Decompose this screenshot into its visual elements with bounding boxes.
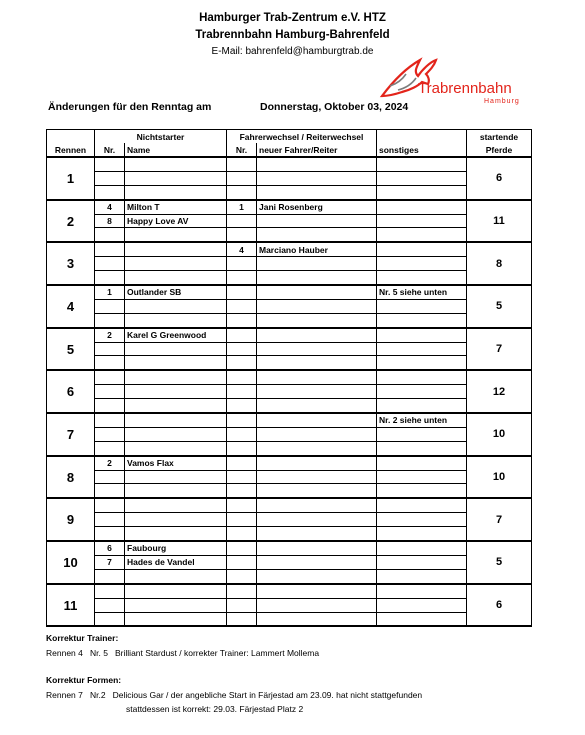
table-row [47,584,532,598]
startende-header: startende [467,130,532,144]
name-cell [125,569,227,583]
nr2-cell [227,171,257,185]
name-cell [125,612,227,626]
sonstiges-cell [377,484,467,498]
name-cell: Happy Love AV [125,214,227,228]
nr2-header: Nr. [227,143,257,157]
nr2-cell [227,271,257,285]
email-line: E-Mail: bahrenfeld@hamburgtrab.de [211,46,374,57]
fahrer-cell [257,157,377,171]
nr2-cell [227,470,257,484]
pferde-cell: 6 [467,584,532,627]
name-cell: Vamos Flax [125,456,227,470]
sonstiges-header: sonstiges [377,143,467,157]
fahrer-cell [257,228,377,242]
nr-cell [95,385,125,399]
sonstiges-cell [377,399,467,413]
name-cell [125,370,227,384]
pferde-cell: 8 [467,242,532,285]
fahrer-cell [257,370,377,384]
nr2-cell [227,441,257,455]
rennen-cell: 10 [47,541,95,584]
sonstiges-cell [377,214,467,228]
fahrer-cell [257,569,377,583]
pferde-cell: 12 [467,370,532,413]
sonstiges-cell [377,527,467,541]
fahrer-cell [257,527,377,541]
nr2-cell [227,342,257,356]
name-cell: Karel G Greenwood [125,328,227,342]
sonstiges-cell [377,513,467,527]
nr-cell [95,242,125,256]
rennen-header-top [47,130,95,144]
nr-cell [95,498,125,512]
fahrer-cell [257,470,377,484]
sonstiges-cell [377,299,467,313]
nr-cell [95,413,125,427]
table-row [47,612,532,626]
logo-city: Hamburg [484,98,520,105]
nr-cell [95,257,125,271]
nr-cell [95,271,125,285]
table-row [47,399,532,413]
sonstiges-cell [377,584,467,598]
sonstiges-cell [377,612,467,626]
changes-table [46,129,532,627]
table-row [47,427,532,441]
rennen-cell: 1 [47,157,95,200]
nr-cell [95,527,125,541]
subtitle-label: Änderungen für den Renntag am [48,101,212,113]
logo-name: Trabrennbahn [418,80,512,97]
table-row [47,214,532,228]
table-row [47,456,532,470]
name-cell [125,185,227,199]
table-row [47,385,532,399]
subtitle-date: Donnerstag, Oktober 03, 2024 [260,101,409,113]
rennen-cell: 4 [47,285,95,328]
sonstiges-cell: Nr. 2 siehe unten [377,413,467,427]
table-row [47,185,532,199]
name-cell [125,413,227,427]
fahrer-cell [257,285,377,299]
nr-cell [95,157,125,171]
fahrer-cell [257,584,377,598]
fahrer-cell [257,498,377,512]
fahrer-cell [257,441,377,455]
nr-cell [95,356,125,370]
fahrer-cell [257,299,377,313]
fahrer-cell [257,413,377,427]
sonstiges-cell [377,271,467,285]
name-cell [125,385,227,399]
sonstiges-cell [377,185,467,199]
name-cell [125,513,227,527]
name-cell [125,157,227,171]
sonstiges-cell [377,257,467,271]
nr-cell: 2 [95,456,125,470]
nr-cell [95,612,125,626]
nr2-cell [227,513,257,527]
table-row [47,598,532,612]
nr2-cell [227,285,257,299]
nr2-cell [227,399,257,413]
table-row [47,242,532,256]
table-row [47,498,532,512]
sonstiges-cell [377,470,467,484]
sonstiges-cell [377,555,467,569]
name-cell [125,584,227,598]
name-cell [125,342,227,356]
pferde-cell: 11 [467,200,532,243]
sonstiges-cell [377,569,467,583]
fahrer-cell [257,356,377,370]
nr-cell [95,441,125,455]
table-row [47,555,532,569]
nr2-cell [227,257,257,271]
fahrer-cell [257,427,377,441]
name-cell: Hades de Vandel [125,555,227,569]
name-cell [125,228,227,242]
fahrer-cell [257,385,377,399]
fahrer-cell [257,541,377,555]
name-cell [125,527,227,541]
nr2-cell [227,157,257,171]
nr2-cell [227,370,257,384]
rennen-header: Rennen [47,143,95,157]
sonstiges-cell [377,342,467,356]
nr2-cell [227,228,257,242]
nr2-cell [227,427,257,441]
nr-cell [95,399,125,413]
name-cell [125,356,227,370]
name-cell [125,257,227,271]
sonstiges-cell [377,441,467,455]
nr2-cell [227,598,257,612]
name-cell [125,470,227,484]
table-row [47,200,532,214]
fahrer-cell: Marciano Hauber [257,242,377,256]
nr-cell: 8 [95,214,125,228]
rennen-cell: 5 [47,328,95,371]
sonstiges-cell [377,598,467,612]
fahrer-cell [257,185,377,199]
nr2-cell [227,484,257,498]
fahrer-cell [257,456,377,470]
table-row [47,356,532,370]
table-row [47,299,532,313]
sonstiges-header-top [377,130,467,144]
sonstiges-cell [377,456,467,470]
rennen-cell: 6 [47,370,95,413]
nr-cell [95,185,125,199]
nichtstarter-header: Nichtstarter [95,130,227,144]
name-cell [125,399,227,413]
sonstiges-cell [377,498,467,512]
table-row [47,285,532,299]
table-row [47,271,532,285]
nr2-cell [227,413,257,427]
sonstiges-cell [377,200,467,214]
name-cell [125,171,227,185]
trainer-correction-title: Korrektur Trainer: [46,633,119,643]
fahrer-cell [257,342,377,356]
nr-cell [95,513,125,527]
nr-cell: 2 [95,328,125,342]
nr2-cell [227,584,257,598]
nr2-cell [227,498,257,512]
pferde-cell: 7 [467,498,532,541]
table-row [47,569,532,583]
nr-cell [95,584,125,598]
table-row [47,484,532,498]
name-cell [125,441,227,455]
table-row [47,441,532,455]
nr-cell [95,171,125,185]
nr2-cell [227,313,257,327]
table-row [47,157,532,171]
nr-cell: 1 [95,285,125,299]
nr2-cell [227,356,257,370]
rennen-cell: 2 [47,200,95,243]
name-cell: Milton T [125,200,227,214]
sonstiges-cell [377,171,467,185]
sonstiges-cell [377,328,467,342]
table-row [47,328,532,342]
rennen-cell: 8 [47,456,95,499]
fahrer-cell [257,171,377,185]
nr2-cell [227,569,257,583]
fahrer-cell [257,484,377,498]
fahrer-cell [257,555,377,569]
nr2-cell [227,612,257,626]
pferde-cell: 5 [467,541,532,584]
nr-cell [95,484,125,498]
nr-cell [95,470,125,484]
name-cell [125,498,227,512]
trainer-correction-line: Rennen 4 Nr. 5 Brilliant Stardust / korrekter Trainer: Lammert Mollema [46,648,320,658]
nr-header: Nr. [95,143,125,157]
table-row [47,257,532,271]
rennen-cell: 11 [47,584,95,627]
sonstiges-cell [377,541,467,555]
name-cell: Outlander SB [125,285,227,299]
nr2-cell [227,214,257,228]
pferde-cell: 10 [467,456,532,499]
sonstiges-cell [377,356,467,370]
fahrer-cell [257,612,377,626]
sonstiges-cell [377,427,467,441]
nr2-cell [227,385,257,399]
name-cell [125,271,227,285]
pferde-header: Pferde [467,143,532,157]
nr-cell: 6 [95,541,125,555]
nr2-cell [227,328,257,342]
fahrer-cell [257,257,377,271]
table-row [47,171,532,185]
sonstiges-cell [377,228,467,242]
name-cell [125,598,227,612]
nr-cell [95,569,125,583]
pferde-cell: 10 [467,413,532,456]
sonstiges-cell: Nr. 5 siehe unten [377,285,467,299]
fahrer-cell [257,399,377,413]
nr-cell [95,313,125,327]
nr-cell [95,299,125,313]
formen-correction-line: Rennen 7 Nr.2 Delicious Gar / der angebliche Start in Färjestad am 23.09. hat nicht stattgefunden [46,690,423,700]
fahrer-cell [257,513,377,527]
fahrer-cell [257,598,377,612]
name-cell [125,313,227,327]
nr2-cell [227,299,257,313]
table-row [47,228,532,242]
pferde-cell: 7 [467,328,532,371]
table-row [47,313,532,327]
sonstiges-cell [377,157,467,171]
table-row [47,470,532,484]
fahrer-cell [257,214,377,228]
name-cell [125,427,227,441]
sonstiges-cell [377,370,467,384]
track-title: Trabrennbahn Hamburg-Bahrenfeld [195,29,390,41]
table-row [47,513,532,527]
name-header: Name [125,143,227,157]
rennen-cell: 7 [47,413,95,456]
nr-cell [95,427,125,441]
name-cell [125,299,227,313]
table-row [47,342,532,356]
nr-cell: 7 [95,555,125,569]
name-cell [125,484,227,498]
org-title: Hamburger Trab-Zentrum e.V. HTZ [199,12,386,24]
nr2-cell: 4 [227,242,257,256]
pferde-cell: 5 [467,285,532,328]
formen-correction-line-2: stattdessen ist korrekt: 29.03. Färjestad Platz 2 [126,704,304,714]
sonstiges-cell [377,313,467,327]
fahrer-cell [257,313,377,327]
nr2-cell [227,185,257,199]
rennen-cell: 9 [47,498,95,541]
nr2-cell [227,456,257,470]
formen-correction-title: Korrektur Formen: [46,675,122,685]
name-cell: Faubourg [125,541,227,555]
sonstiges-cell [377,385,467,399]
name-cell [125,242,227,256]
table-row [47,541,532,555]
nr-cell: 4 [95,200,125,214]
sonstiges-cell [377,242,467,256]
nr2-cell [227,541,257,555]
nr2-cell [227,555,257,569]
pferde-cell: 6 [467,157,532,200]
table-row [47,527,532,541]
nr-cell [95,342,125,356]
nr2-cell [227,527,257,541]
table-row [47,413,532,427]
table-row [47,370,532,384]
nr-cell [95,370,125,384]
fahrerwechsel-header: Fahrerwechsel / Reiterwechsel [227,130,377,144]
fahrer-cell [257,328,377,342]
nr2-cell: 1 [227,200,257,214]
rennen-cell: 3 [47,242,95,285]
fahrer-cell [257,271,377,285]
neuer-fahrer-header: neuer Fahrer/Reiter [257,143,377,157]
nr-cell [95,598,125,612]
fahrer-cell: Jani Rosenberg [257,200,377,214]
nr-cell [95,228,125,242]
